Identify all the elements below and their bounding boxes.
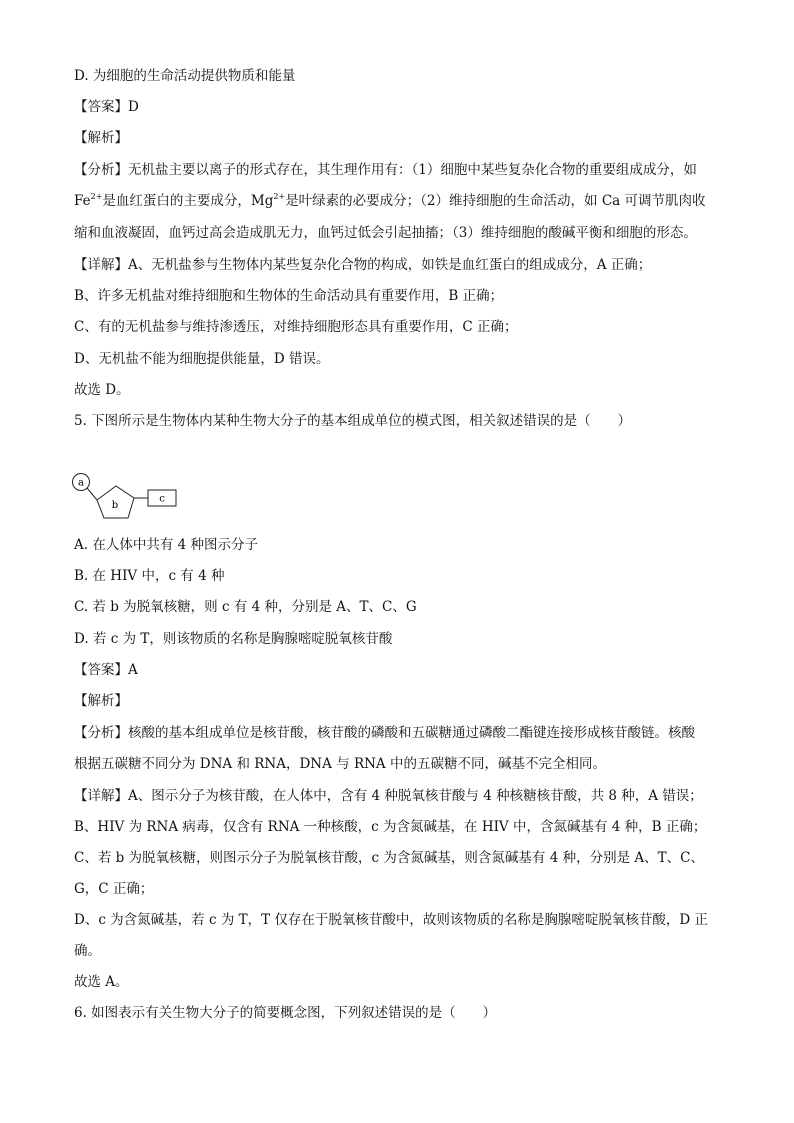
q4-xiangjie-d: D、无机盐不能为细胞提供能量，D 错误。	[74, 351, 330, 367]
q5-option-d: D. 若 c 为 T，则该物质的名称是胸腺嘧啶脱氧核苷酸	[74, 631, 393, 647]
q5-xiangjie-d1: D、c 为含氮碱基，若 c 为 T，T 仅存在于脱氧核苷酸中，故则该物质的名称是胸腺嘧啶脱氧核苷酸，D 正	[74, 912, 709, 928]
q5-option-a: A. 在人体中共有 4 种图示分子	[74, 537, 259, 553]
q5-answer: 【答案】A	[74, 662, 138, 678]
q4-option-d: D. 为细胞的生命活动提供物质和能量	[74, 68, 296, 84]
q4-conclusion: 故选 D。	[74, 382, 130, 398]
q5-fenxi-line1: 【分析】核酸的基本组成单位是核苷酸，核苷酸的磷酸和五碳糖通过磷酸二酯键连接形成核苷酸链。核酸	[74, 725, 695, 741]
q5-fenxi-line2: 根据五碳糖不同分为 DNA 和 RNA，DNA 与 RNA 中的五碳糖不同，碱基不完全相同。	[74, 756, 606, 772]
q5-xiangjie-c2: G，C 正确；	[74, 881, 154, 897]
q5-option-c: C. 若 b 为脱氧核糖，则 c 有 4 种，分别是 A、T、C、G	[74, 599, 417, 615]
phosphate-bond-line	[87, 488, 97, 500]
q5-xiangjie-a: 【详解】A、图示分子为核苷酸，在人体中，含有 4 种脱氧核苷酸与 4 种核糖核苷酸，共 8 种，A 错误；	[74, 788, 703, 804]
fe-symbol: Fe	[74, 193, 91, 209]
q4-fenxi-line1: 【分析】无机盐主要以离子的形式存在，其生理作用有：（1）细胞中某些复杂化合物的重要组成成分，如	[74, 162, 697, 178]
q4-xiangjie-a: 【详解】A、无机盐参与生物体内某些复杂化合物的构成，如铁是血红蛋白的组成成分，A 正确；	[74, 257, 652, 273]
q6-question: 6. 如图表示有关生物大分子的简要概念图，下列叙述错误的是（ ）	[74, 1005, 497, 1021]
q4-xiangjie-c: C、有的无机盐参与维持渗透压，对维持细胞形态具有重要作用，C 正确；	[74, 319, 518, 335]
q4-fenxi-line2	[74, 192, 706, 210]
q5-conclusion: 故选 A。	[74, 974, 129, 990]
fe-charge: 2+	[90, 192, 103, 201]
fenxi-line2-middle: 是血红蛋白的主要成分，Mg	[102, 193, 274, 209]
fenxi-line2-end: 是叶绿素的必要成分；（2）维持细胞的生命活动，如 Ca 可调节肌肉收	[285, 193, 706, 209]
circle-label: a	[78, 477, 84, 489]
mg-charge: 2+	[273, 192, 286, 201]
q5-xiangjie-d2: 确。	[74, 943, 101, 959]
q5-xiangjie-c1: C、若 b 为脱氧核糖，则图示分子为脱氧核苷酸，c 为含氮碱基，则含氮碱基有 4 种，分别是 A、T、C、	[74, 850, 704, 866]
q5-question: 5. 下图所示是生物体内某种生物大分子的基本组成单位的模式图，相关叙述错误的是（ ）	[74, 413, 632, 429]
q5-analysis-heading: 【解析】	[74, 693, 128, 709]
q4-analysis-heading: 【解析】	[74, 130, 128, 146]
q5-option-b: B. 在 HIV 中，c 有 4 种	[74, 568, 225, 584]
pentagon-label: b	[111, 500, 119, 511]
box-label: c	[159, 493, 165, 505]
q4-xiangjie-b: B、许多无机盐对维持细胞和生物体的生命活动具有重要作用，B 正确；	[74, 288, 504, 304]
q5-xiangjie-b: B、HIV 为 RNA 病毒，仅含有 RNA 一种核酸，c 为含氮碱基，在 HIV 中，含氮碱基有 4 种，B 正确；	[74, 819, 707, 835]
q4-fenxi-line3: 缩和血液凝固，血钙过高会造成肌无力，血钙过低会引起抽搐；（3）维持细胞的酸碱平衡和细胞的形态。	[74, 225, 697, 241]
nucleotide-diagram	[68, 470, 198, 526]
q4-answer: 【答案】D	[74, 99, 139, 115]
